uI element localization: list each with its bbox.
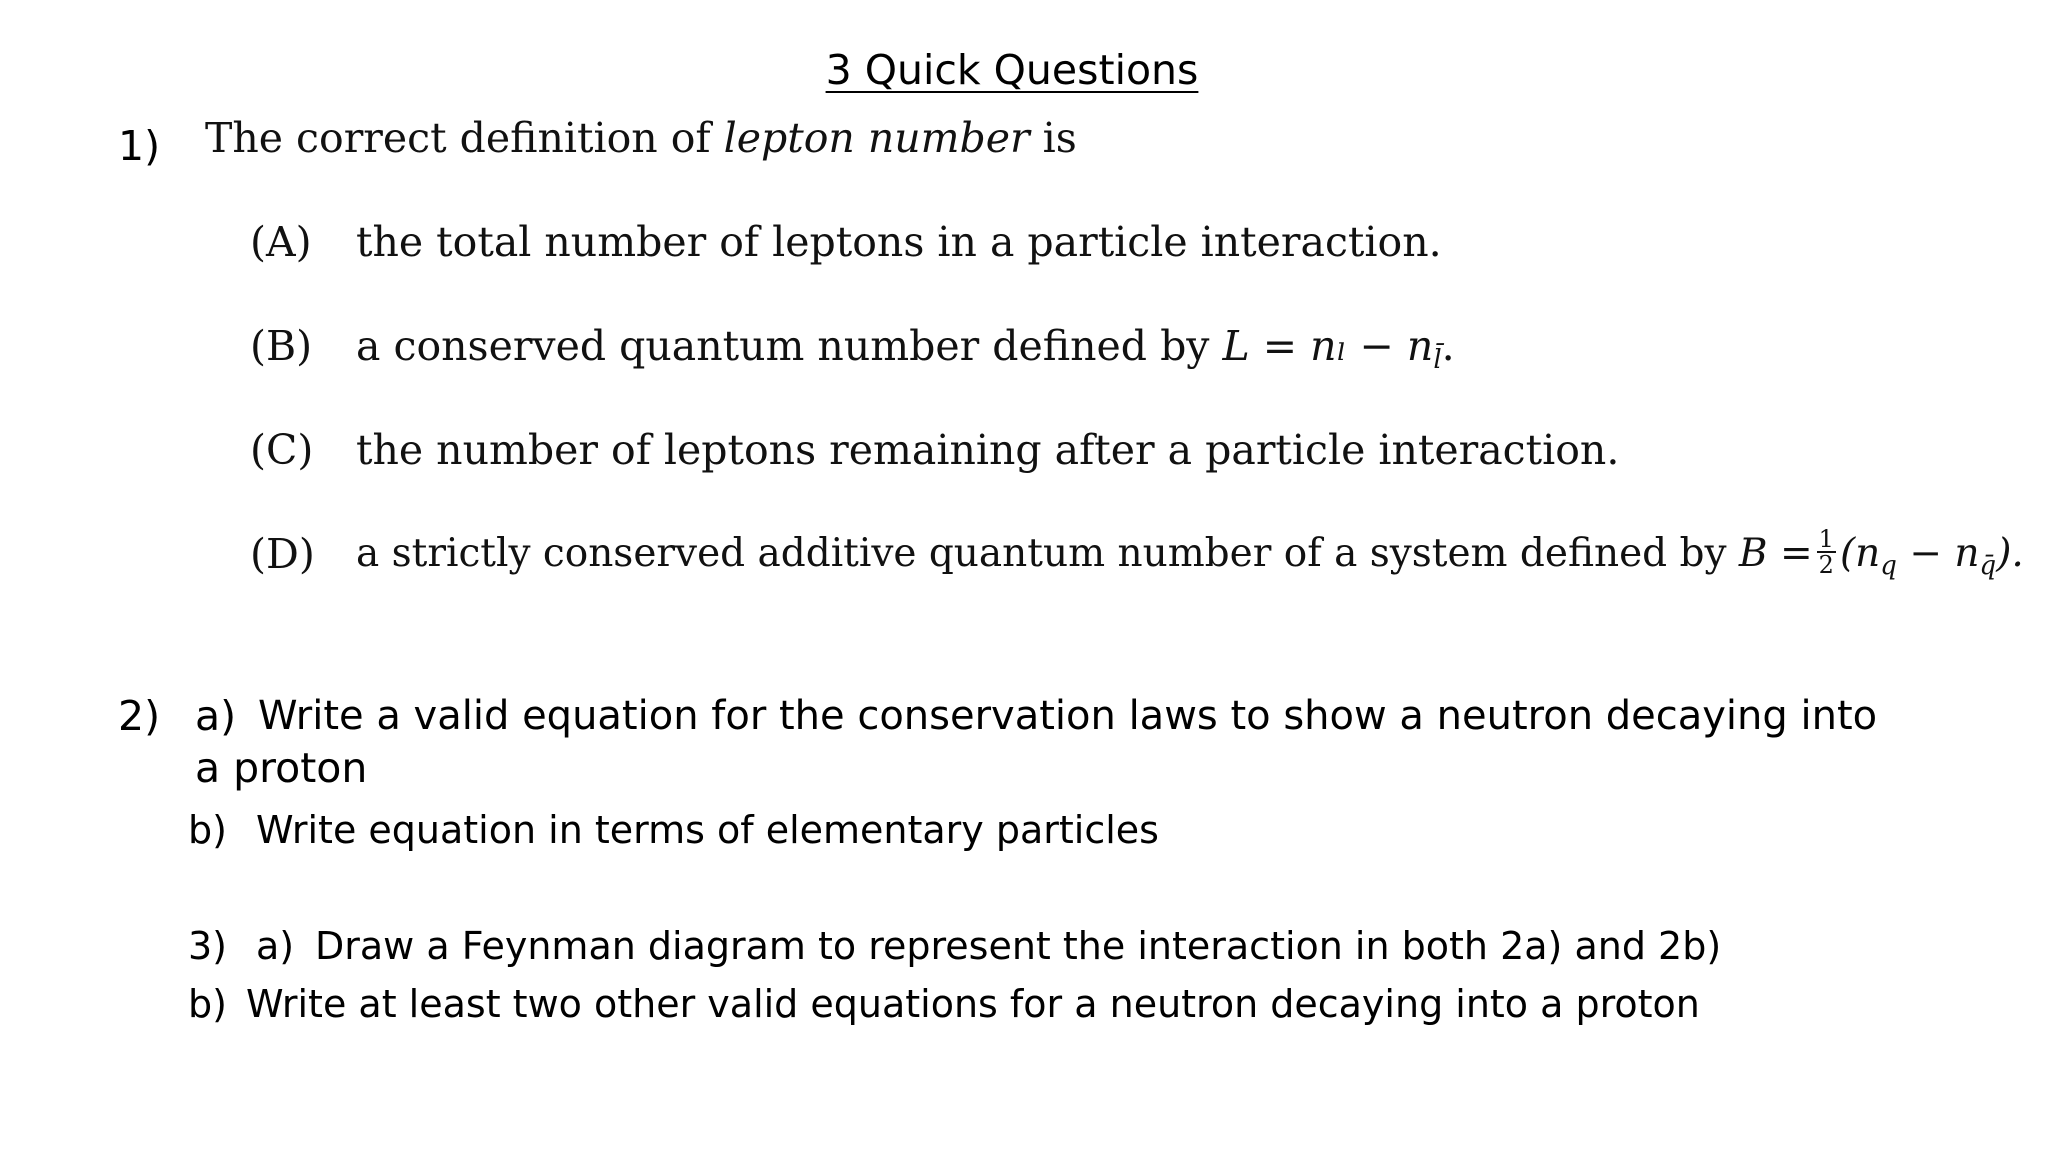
option-c-text: the number of leptons remaining after a particle interaction. — [356, 426, 1620, 474]
option-d-formula-rhs: (n — [1839, 531, 1881, 576]
option-d-fraction-denominator: 2 — [1818, 551, 1834, 579]
option-b-letter: (B) — [250, 322, 313, 370]
option-c-letter: (C) — [250, 426, 314, 474]
option-b-text — [356, 320, 1455, 386]
option-d-subscript-q: q — [1880, 551, 1897, 581]
question-2b-text: Write equation in terms of elementary particles — [256, 808, 1159, 852]
question-1-stem-prefix: The correct definition of — [205, 114, 724, 162]
option-d-formula-lhs: B = — [1738, 531, 1813, 576]
option-d-text-prefix: a strictly conserved additive quantum number of a system defined by — [356, 531, 1739, 576]
option-d-formula-minus: − n — [1896, 531, 1980, 576]
question-1-stem — [205, 112, 1077, 164]
question-1-stem-italic: lepton number — [723, 114, 1030, 162]
question-2b-label: b) — [188, 808, 227, 852]
option-d-formula-end: ). — [1996, 531, 2024, 576]
question-1-number: 1) — [118, 122, 161, 170]
option-d-letter: (D) — [250, 530, 315, 578]
question-2a-label: a) — [195, 692, 237, 740]
question-3b-label: b) — [188, 982, 227, 1026]
option-d-subscript-qbar: q̄ — [1979, 551, 1997, 581]
question-3a-text: Draw a Feynman diagram to represent the interaction in both 2a) and 2b) — [315, 924, 1722, 968]
option-a-text: the total number of leptons in a particle interaction. — [356, 218, 1442, 266]
question-3a-label: a) — [256, 924, 295, 968]
option-b-formula-suffix: . — [1441, 322, 1455, 370]
option-b-formula: L = nₗ − n — [1222, 322, 1434, 370]
option-d-fraction — [1817, 527, 1836, 577]
question-3-number: 3) — [188, 924, 228, 968]
slide-title: 3 Quick Questions — [825, 46, 1199, 94]
option-b-text-prefix: a conserved quantum number defined by — [356, 322, 1223, 370]
option-a-letter: (A) — [250, 218, 312, 266]
question-3b-text: Write at least two other valid equations for a neutron decaying into a proton — [246, 982, 1700, 1026]
option-b-formula-subscript: l̄ — [1433, 345, 1442, 375]
question-2-number: 2) — [118, 692, 161, 740]
question-2a-text-line-1: Write a valid equation for the conservation laws to show a neutron decaying into — [258, 693, 1878, 739]
question-1-stem-suffix: is — [1029, 114, 1077, 162]
question-2a-text-line-2: a proton — [195, 744, 368, 792]
option-d-text — [356, 525, 2024, 592]
option-d-fraction-numerator: 1 — [1818, 525, 1834, 553]
